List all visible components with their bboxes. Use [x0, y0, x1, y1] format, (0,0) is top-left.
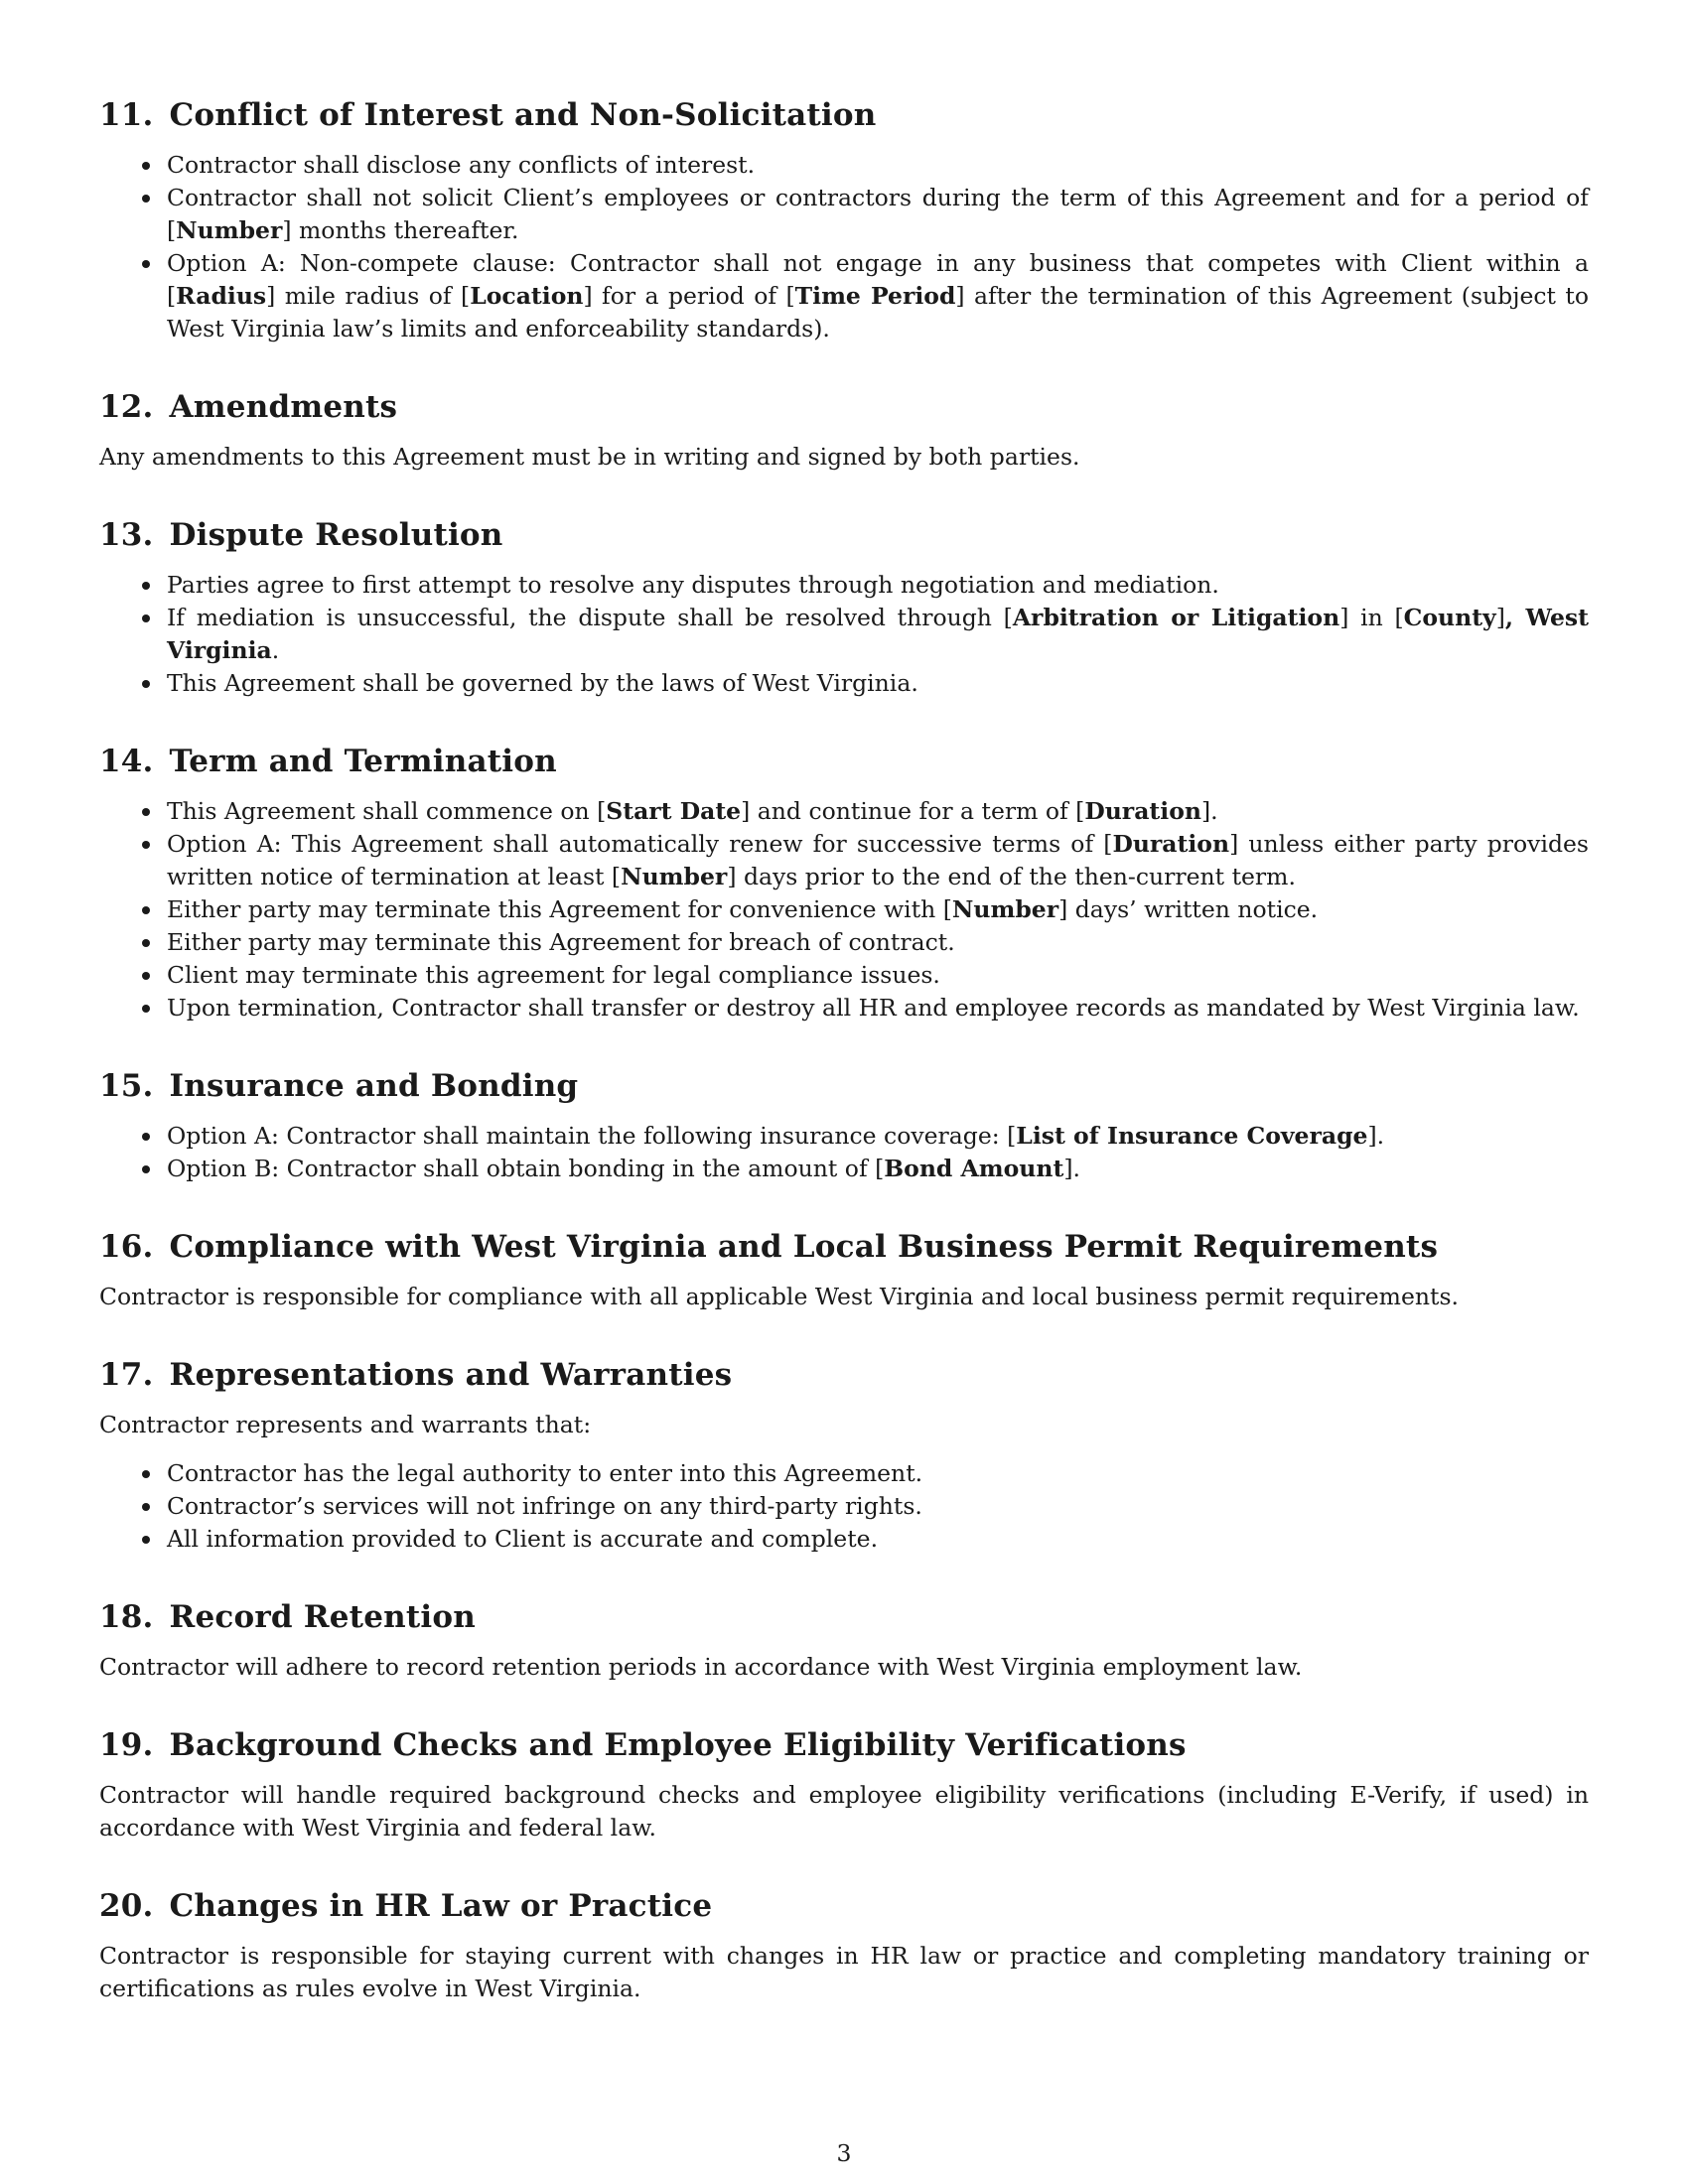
section-title: Representations and Warranties [169, 1357, 733, 1393]
section-title: Conflict of Interest and Non-Solicitation [169, 97, 877, 133]
text-run: Option A: Non-compete clause: Contractor shall not engage in any business that competes with Client within a [ [167, 249, 1589, 310]
section-title: Dispute Resolution [169, 517, 503, 553]
section-paragraph: Contractor is responsible for compliance with all applicable West Virginia and local business permit requirements. [99, 1283, 1459, 1310]
section-number: 13. [99, 517, 154, 553]
placeholder-field: , West Virginia [167, 604, 1590, 664]
text-run: Option A: This Agreement shall automatically renew for successive terms of [ [167, 830, 1113, 858]
text-run: All information provided to Client is accurate and complete. [167, 1525, 879, 1553]
section-15 [99, 1066, 1589, 1185]
placeholder-field: Duration [1084, 797, 1201, 825]
section-heading [99, 1725, 1589, 1765]
section-12 [99, 387, 1589, 474]
section-title: Amendments [169, 389, 398, 425]
section-19 [99, 1725, 1589, 1844]
section-20 [99, 1886, 1589, 2005]
section-paragraph: Contractor is responsible for staying current with changes in HR law or practice and completing mandatory training or certifications as rules evolve in West Virginia. [99, 1942, 1589, 2002]
text-run: Option B: Contractor shall obtain bonding in the amount of [ [167, 1155, 885, 1182]
section-heading [99, 1597, 1589, 1637]
section-number: 16. [99, 1229, 154, 1265]
section-13 [99, 515, 1589, 700]
bullet-item [99, 247, 1589, 345]
section-number: 17. [99, 1357, 154, 1393]
bullet-item [99, 1523, 1589, 1556]
text-run: ] for a period of [ [583, 282, 795, 310]
text-run: Either party may terminate this Agreement for convenience with [ [167, 895, 952, 923]
section-paragraph: Contractor will handle required background checks and employee eligibility verifications (including E-Verify, if used) in accordance with West Virginia and federal law. [99, 1781, 1589, 1842]
bullet-list [99, 1457, 1589, 1556]
placeholder-field: Location [470, 282, 584, 310]
bullet-item [99, 828, 1589, 893]
bullet-list [99, 569, 1589, 700]
text-run: Contractor has the legal authority to enter into this Agreement. [167, 1459, 923, 1487]
text-run: This Agreement shall commence on [ [167, 797, 607, 825]
text-run: This Agreement shall be governed by the laws of West Virginia. [167, 669, 918, 697]
bullet-item [99, 602, 1589, 667]
bullet-item [99, 149, 1589, 182]
section-number: 18. [99, 1599, 154, 1635]
placeholder-field: List of Insurance Coverage [1016, 1122, 1368, 1150]
text-run: ] [1495, 604, 1505, 631]
bullet-item [99, 926, 1589, 959]
section-title: Insurance and Bonding [169, 1068, 579, 1104]
placeholder-field: Number [176, 216, 283, 244]
section-number: 12. [99, 389, 154, 425]
text-run: ] unless either party provides written notice of termination at least [ [167, 830, 1589, 890]
section-number: 15. [99, 1068, 154, 1104]
text-run: ] months thereafter. [282, 216, 519, 244]
section-title: Changes in HR Law or Practice [169, 1888, 713, 1924]
bullet-item [99, 667, 1589, 700]
text-run: ]. [1200, 797, 1218, 825]
section-heading [99, 1227, 1589, 1267]
placeholder-field: Radius [176, 282, 267, 310]
bullet-item [99, 992, 1589, 1024]
bullet-list [99, 1120, 1589, 1185]
text-run: ] days prior to the end of the then-current term. [727, 863, 1296, 890]
placeholder-field: Time Period [794, 282, 956, 310]
bullet-item [99, 1490, 1589, 1523]
section-heading [99, 1066, 1589, 1106]
section-16 [99, 1227, 1589, 1313]
text-run: ] in [ [1339, 604, 1404, 631]
section-heading [99, 1355, 1589, 1395]
placeholder-field: Number [621, 863, 728, 890]
section-11 [99, 95, 1589, 345]
bullet-item [99, 1120, 1589, 1153]
page-number: 3 [836, 2139, 852, 2167]
bullet-item [99, 1153, 1589, 1185]
bullet-item [99, 893, 1589, 926]
text-run: If mediation is unsuccessful, the dispute shall be resolved through [ [167, 604, 1013, 631]
section-heading [99, 742, 1589, 781]
text-run: . [271, 636, 280, 664]
section-paragraph: Any amendments to this Agreement must be in writing and signed by both parties. [99, 443, 1080, 471]
section-heading [99, 515, 1589, 555]
placeholder-field: Arbitration or Litigation [1012, 604, 1340, 631]
section-number: 14. [99, 744, 154, 779]
section-paragraph: Contractor will adhere to record retention periods in accordance with West Virginia employment law. [99, 1653, 1303, 1681]
section-title: Compliance with West Virginia and Local Business Permit Requirements [169, 1229, 1439, 1265]
bullet-item [99, 959, 1589, 992]
text-run: Upon termination, Contractor shall transfer or destroy all HR and employee records as mandated by West Virginia law. [167, 994, 1580, 1022]
section-heading [99, 1886, 1589, 1926]
text-run: ]. [1367, 1122, 1385, 1150]
text-run: ]. [1063, 1155, 1080, 1182]
bullet-item [99, 795, 1589, 828]
text-run: ] after the termination of this Agreement (subject to West Virginia law’s limits and enforceability standards). [167, 282, 1590, 342]
bullet-list [99, 149, 1589, 345]
placeholder-field: Duration [1112, 830, 1230, 858]
section-heading [99, 387, 1589, 427]
bullet-list [99, 795, 1589, 1024]
placeholder-field: Number [951, 895, 1059, 923]
text-run: Contractor’s services will not infringe on any third-party rights. [167, 1492, 922, 1520]
text-run: Either party may terminate this Agreement for breach of contract. [167, 928, 955, 956]
placeholder-field: Bond Amount [884, 1155, 1064, 1182]
section-heading [99, 95, 1589, 135]
document-page [99, 95, 1589, 2047]
text-run: ] days’ written notice. [1058, 895, 1319, 923]
section-title: Record Retention [169, 1599, 476, 1635]
text-run: Contractor shall disclose any conflicts of interest. [167, 151, 756, 179]
placeholder-field: County [1403, 604, 1496, 631]
text-run: ] mile radius of [ [266, 282, 471, 310]
section-title: Background Checks and Employee Eligibility Verifications [169, 1727, 1187, 1763]
section-number: 11. [99, 97, 154, 133]
placeholder-field: Start Date [606, 797, 742, 825]
bullet-item [99, 182, 1589, 247]
section-14 [99, 742, 1589, 1024]
bullet-item [99, 1457, 1589, 1490]
section-18 [99, 1597, 1589, 1684]
text-run: Contractor shall not solicit Client’s employees or contractors during the term of this Agreement and for a period of [ [167, 184, 1589, 244]
section-number: 19. [99, 1727, 154, 1763]
section-lead-text: Contractor represents and warrants that: [99, 1411, 592, 1438]
section-17 [99, 1355, 1589, 1556]
section-number: 20. [99, 1888, 154, 1924]
text-run: Client may terminate this agreement for legal compliance issues. [167, 961, 940, 989]
bullet-item [99, 569, 1589, 602]
text-run: Option A: Contractor shall maintain the following insurance coverage: [ [167, 1122, 1017, 1150]
section-title: Term and Termination [169, 744, 557, 779]
text-run: Parties agree to first attempt to resolve any disputes through negotiation and mediation. [167, 571, 1219, 599]
text-run: ] and continue for a term of [ [741, 797, 1085, 825]
